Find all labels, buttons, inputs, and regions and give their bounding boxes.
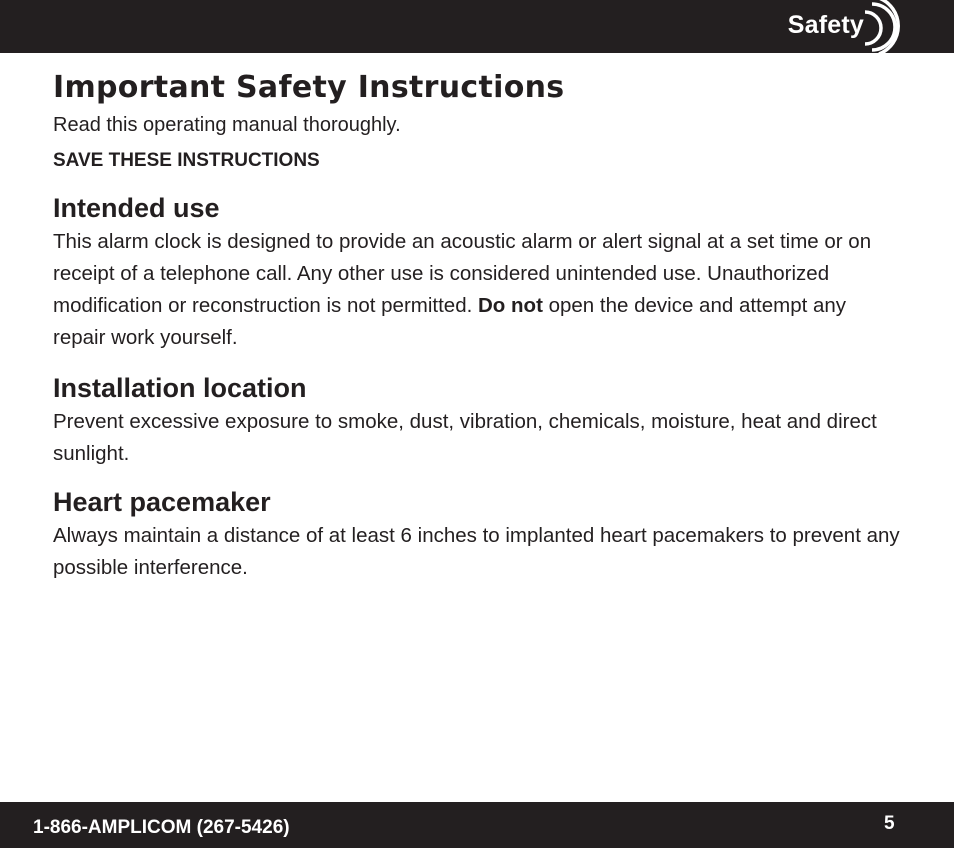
save-instructions-note: SAVE THESE INSTRUCTIONS (53, 150, 320, 171)
intended-use-text-part2: open the device and attempt any repair work yourself. (53, 294, 847, 349)
do-not-emphasis: Do not (478, 294, 543, 317)
support-phone-number: 1-866-AMPLICOM (267-5426) (33, 817, 290, 838)
page-title: Important Safety Instructions (53, 70, 565, 105)
radiating-rings-icon (835, 0, 905, 56)
intended-use-text (53, 226, 903, 354)
footer-bar (0, 802, 954, 848)
intended-use-text-part1: This alarm clock is designed to provide an acoustic alarm or alert signal at a set time or on receipt of a telephone call. Any other use is considered unintended use. Unauthorized modification or reconstruction is not permitted. (53, 230, 872, 317)
installation-location-text: Prevent excessive exposure to smoke, dust, vibration, chemicals, moisture, heat and direct sunlight. (53, 410, 877, 465)
heart-pacemaker-text: Always maintain a distance of at least 6 inches to implanted heart pacemakers to prevent any possible interference. (53, 524, 900, 579)
section-label: Safety (787, 11, 864, 39)
heading-installation-location: Installation location (53, 373, 307, 403)
heading-intended-use: Intended use (53, 193, 220, 223)
page-number: 5 (884, 813, 895, 834)
heading-heart-pacemaker: Heart pacemaker (53, 487, 271, 517)
header-bar (0, 0, 954, 53)
intro-text: Read this operating manual thoroughly. (53, 114, 401, 136)
main-content (53, 66, 903, 584)
